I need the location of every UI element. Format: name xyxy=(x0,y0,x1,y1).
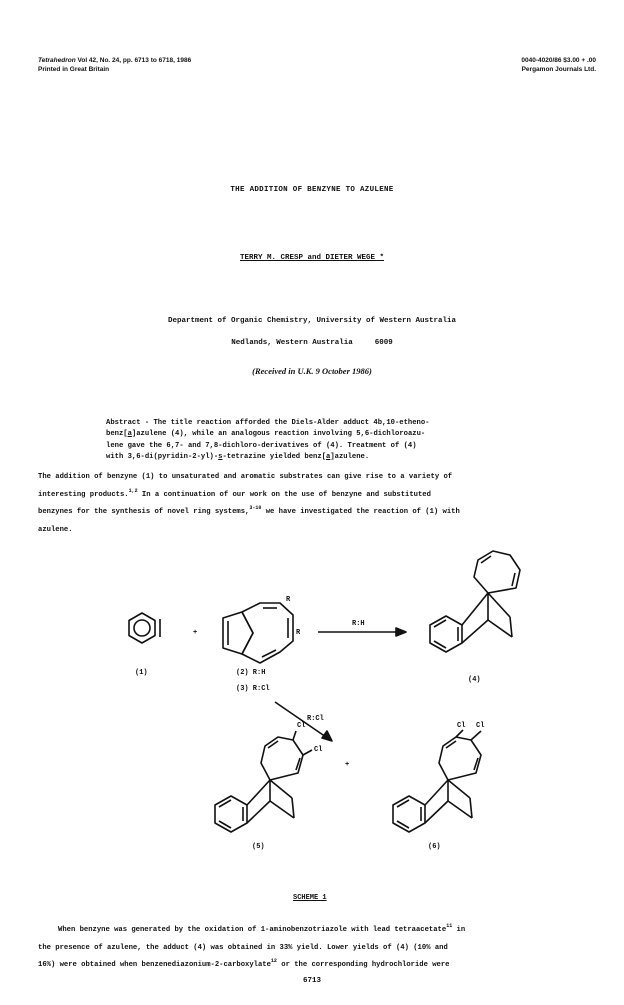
paper-title: THE ADDITION OF BENZYNE TO AZULENE xyxy=(230,186,394,194)
page-number: 6713 xyxy=(302,977,321,985)
postcode: 6009 xyxy=(374,339,393,347)
abstract-line: benz[a]azulene (4), while an analogous reaction involving 5,6-dichloroazu- xyxy=(106,430,426,439)
printed-in: Printed in Great Britain xyxy=(38,66,110,73)
substituent-label: R xyxy=(286,596,291,604)
body-line: benzynes for the synthesis of novel ring systems,$^{3-10}$ we have investigated the reaction of (1) with xyxy=(38,505,460,517)
condition-label: R:Cl xyxy=(307,715,324,723)
compound-label: (3) R:Cl xyxy=(236,685,270,693)
body-line: the presence of azulene, the adduct (4) was obtained in 33% yield. Lower yields of (4) (10% and xyxy=(38,943,448,952)
compound-label: (4) xyxy=(468,676,481,684)
plus-sign: + xyxy=(345,761,350,769)
condition-label: R:H xyxy=(352,620,365,628)
adduct-4-structure xyxy=(430,551,520,652)
compound-label: (1) xyxy=(135,669,148,677)
results-paragraph xyxy=(38,922,598,975)
adduct-6-structure xyxy=(393,730,481,832)
chloro-label: Cl xyxy=(297,722,306,730)
body-line: 16%) were obtained when benzenediazonium-2-carboxylate$^{12}$ or the corresponding hydrochloride were xyxy=(38,958,450,970)
abstract-line: Abstract - The title reaction afforded the Diels-Alder adduct 4b,10-etheno- xyxy=(106,419,430,427)
citation-detail: Vol 42, No. 24, pp. 6713 to 6718, 1986 xyxy=(75,57,192,64)
chloro-label: Cl xyxy=(476,722,485,730)
compound-label: (6) xyxy=(428,843,441,851)
body-line: interesting products.$^{1,2}$ In a continuation of our work on the use of benzyne and substituted xyxy=(38,487,431,499)
plus-sign: + xyxy=(193,629,198,637)
compound-label: (2) R:H xyxy=(236,669,266,677)
received-date: (Received in U.K. 9 October 1986) xyxy=(252,366,372,376)
abstract-line: with 3,6-di(pyridin-2-yl)-s-tetrazine yielded benz[a]azulene. xyxy=(106,452,370,461)
affiliation-department: Department of Organic Chemistry, University of Western Australia xyxy=(167,317,457,325)
abstract-line: lene gave the 6,7- and 7,8-dichloro-derivatives of (4). Treatment of (4) xyxy=(106,441,417,450)
authors: TERRY M. CRESP and DIETER WEGE * xyxy=(239,254,385,262)
body-line: azulene. xyxy=(38,525,73,534)
body-line: The addition of benzyne (1) to unsaturated and aromatic substrates can give rise to a variety of xyxy=(38,473,453,481)
publisher: Pergamon Journals Ltd. xyxy=(521,66,596,73)
scheme-caption: SCHEME 1 xyxy=(293,894,327,902)
city: Nedlands, Western Australia xyxy=(231,339,353,347)
benzyne-structure xyxy=(129,613,160,643)
azulene-structure xyxy=(223,603,293,663)
adduct-5-structure xyxy=(215,731,312,832)
body-line: When benzyne was generated by the oxidation of 1-aminobenzotriazole with lead tetraacetate$^{11}$ in xyxy=(58,923,466,934)
substituent-label: R xyxy=(296,629,301,637)
journal-code: 0040-4020/86 $3.00 + .00 xyxy=(521,57,596,64)
chloro-label: Cl xyxy=(314,746,323,754)
chloro-label: Cl xyxy=(457,722,466,730)
journal-name: Tetrahedron xyxy=(38,57,76,64)
compound-label: (5) xyxy=(252,843,265,851)
